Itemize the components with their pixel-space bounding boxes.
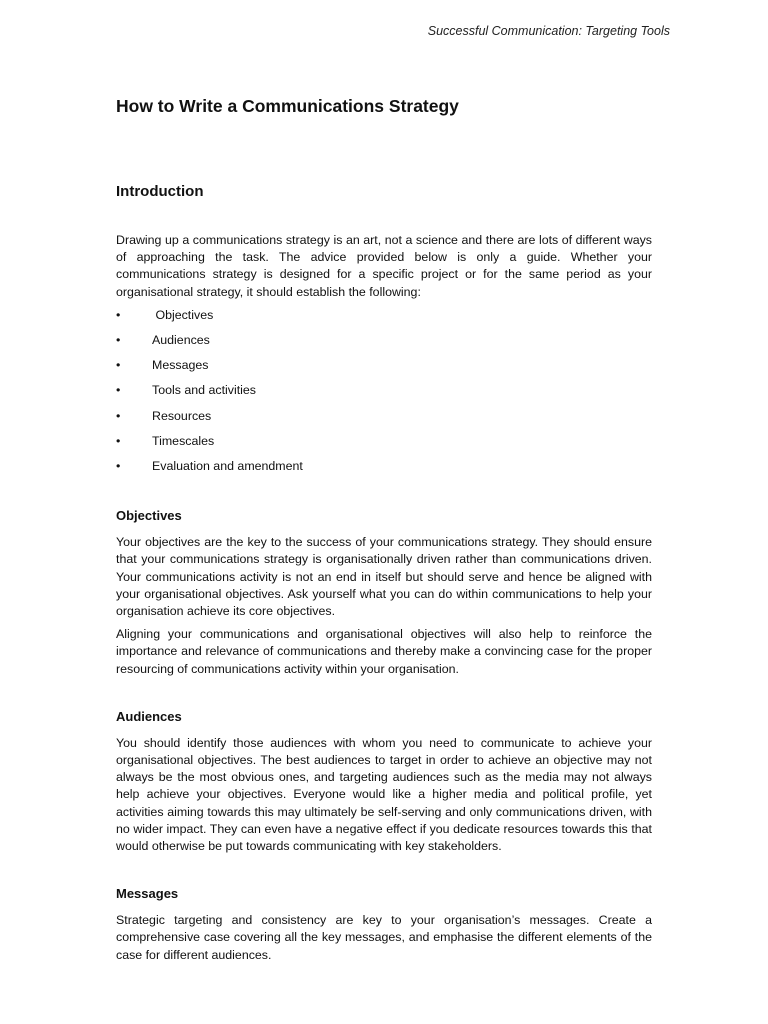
audiences-heading: Audiences [116, 708, 182, 724]
messages-heading: Messages [116, 886, 179, 902]
bullet-icon: • [116, 458, 121, 473]
introduction-heading: Introduction [116, 183, 204, 200]
introduction-paragraph: Drawing up a communications strategy is an art, not a science and there are lots of different ways of approaching the task. The advice provided below is only a guide. Whether your communications strategy is designed for a specific project or for the same period as your organisational strategy, it should establish the following: [116, 233, 652, 299]
objectives-paragraph: Your objectives are the key to the success of your communications strategy. They should ensure that your communications strategy is organisationally driven rather than communications driven. Your communications activity is not an end in itself but should serve and hence be aligned with your organisational objectives. Ask yourself what you can do within communications to help your organisation achieve its core objectives. [116, 535, 652, 618]
audiences-paragraph: You should identify those audiences with whom you need to communicate to achieve your organisational objectives. The best audiences to target in order to achieve an objective may not always be the most obvious ones, and targeting audiences such as the media may not always help achieve your objectives. Everyone would like a higher media and political profile, yet activities aiming towards this may ultimately be self-serving and only communications driven, with no wider impact. They can even have a negative effect if you dedicate resources towards this that would otherwise be put towards communicating with key stakeholders. [116, 735, 652, 853]
list-item [116, 433, 652, 458]
bullet-icon: • [116, 307, 121, 322]
list-item [116, 357, 652, 382]
bullet-icon: • [116, 433, 121, 448]
messages-paragraph: Strategic targeting and consistency are key to your organisation’s messages. Create a comprehensive case covering all the key messages, and emphasise the different elements of the case for different audiences. [116, 913, 652, 962]
strategy-elements-list [116, 307, 652, 483]
running-header: Successful Communication: Targeting Tools [427, 24, 670, 38]
objectives-heading: Objectives [116, 508, 182, 524]
list-item-label: Messages [152, 358, 209, 373]
list-item [116, 332, 652, 357]
list-item-label: Audiences [152, 333, 210, 347]
list-item-label: Resources [152, 408, 212, 423]
audiences-section [116, 708, 652, 855]
objectives-paragraph: Aligning your communications and organisational objectives will also help to reinforce the importance and relevance of communications and thereby make a convincing case for the proper resourcing of communications activity within your organisation. [116, 627, 652, 676]
list-item-label: Tools and activities [152, 383, 256, 398]
objectives-section [116, 507, 652, 678]
list-item-label: Evaluation and amendment [152, 458, 303, 473]
messages-section [116, 885, 652, 964]
document-title: How to Write a Communications Strategy [116, 96, 459, 116]
list-item [116, 307, 652, 332]
list-item-label: Objectives [152, 307, 214, 322]
bullet-icon: • [116, 333, 121, 347]
list-item [116, 458, 652, 483]
introduction-section [116, 182, 652, 483]
bullet-icon: • [116, 383, 121, 398]
list-item [116, 382, 652, 407]
list-item [116, 408, 652, 433]
document-body [116, 94, 652, 970]
list-item-label: Timescales [152, 433, 215, 448]
bullet-icon: • [116, 408, 121, 423]
bullet-icon: • [116, 358, 121, 373]
